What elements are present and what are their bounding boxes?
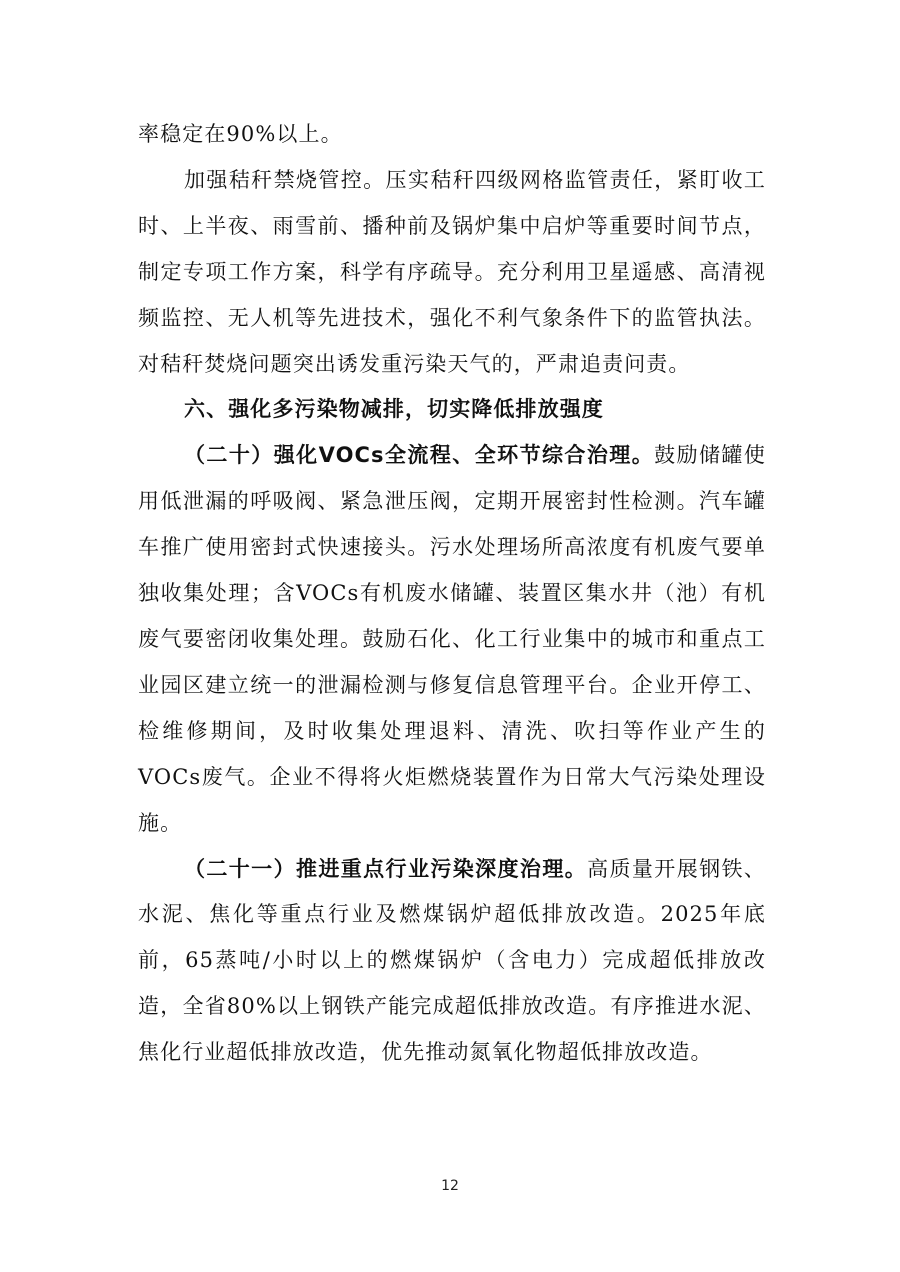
paragraph-straw-burning: 加强秸秆禁烧管控。压实秸秆四级网格监管责任，紧盯收工时、上半夜、雨雪前、播种前及锅炉集中启炉等重要时间节点，制定专项工作方案，科学有序疏导。充分利用卫星遥感、高清视频监控、无人机等先进技术，强化不利气象条件下的监管执法。对秸秆焚烧问题突出诱发重污染天气的，严肃追责问责。 [138,167,766,376]
paragraph-item-20: （二十）强化VOCs全流程、全环节综合治理。鼓励储罐使用低泄漏的呼吸阀、紧急泄压阀，定期开展密封性检测。汽车罐车推广使用密封式快速接头。污水处理场所高浓度有机废气要单独收集处理；含VOCs有机废水储罐、装置区集水井（池）有机废气要密闭收集处理。鼓励石化、化工行业集中的城市和重点工业园区建立统一的泄漏检测与修复信息管理平台。企业开停工、检维修期间，及时收集处理退料、清洗、吹扫等作业产生的VOCs废气。企业不得将火炬燃烧装置作为日常大气污染处理设施。 [138,443,767,835]
item-21-lead: （二十一）推进重点行业污染深度治理。 [184,856,588,881]
page-number: 12 [441,1178,459,1194]
item-20-lead: （二十）强化VOCs全流程、全环节综合治理。 [184,443,655,468]
paragraph-item-21: （二十一）推进重点行业污染深度治理。高质量开展钢铁、水泥、焦化等重点行业及燃煤锅炉超低排放改造。2025年底前，65蒸吨/小时以上的燃煤锅炉（含电力）完成超低排放改造，全省80%以上钢铁产能完成超低排放改造。有序推进水泥、焦化行业超低排放改造，优先推动氮氧化物超低排放改造。 [138,856,766,1065]
paragraph-continuation: 率稳定在90%以上。 [138,122,343,146]
document-body [138,112,766,1076]
section-heading-6: 六、强化多污染物减排，切实降低排放强度 [184,397,604,422]
